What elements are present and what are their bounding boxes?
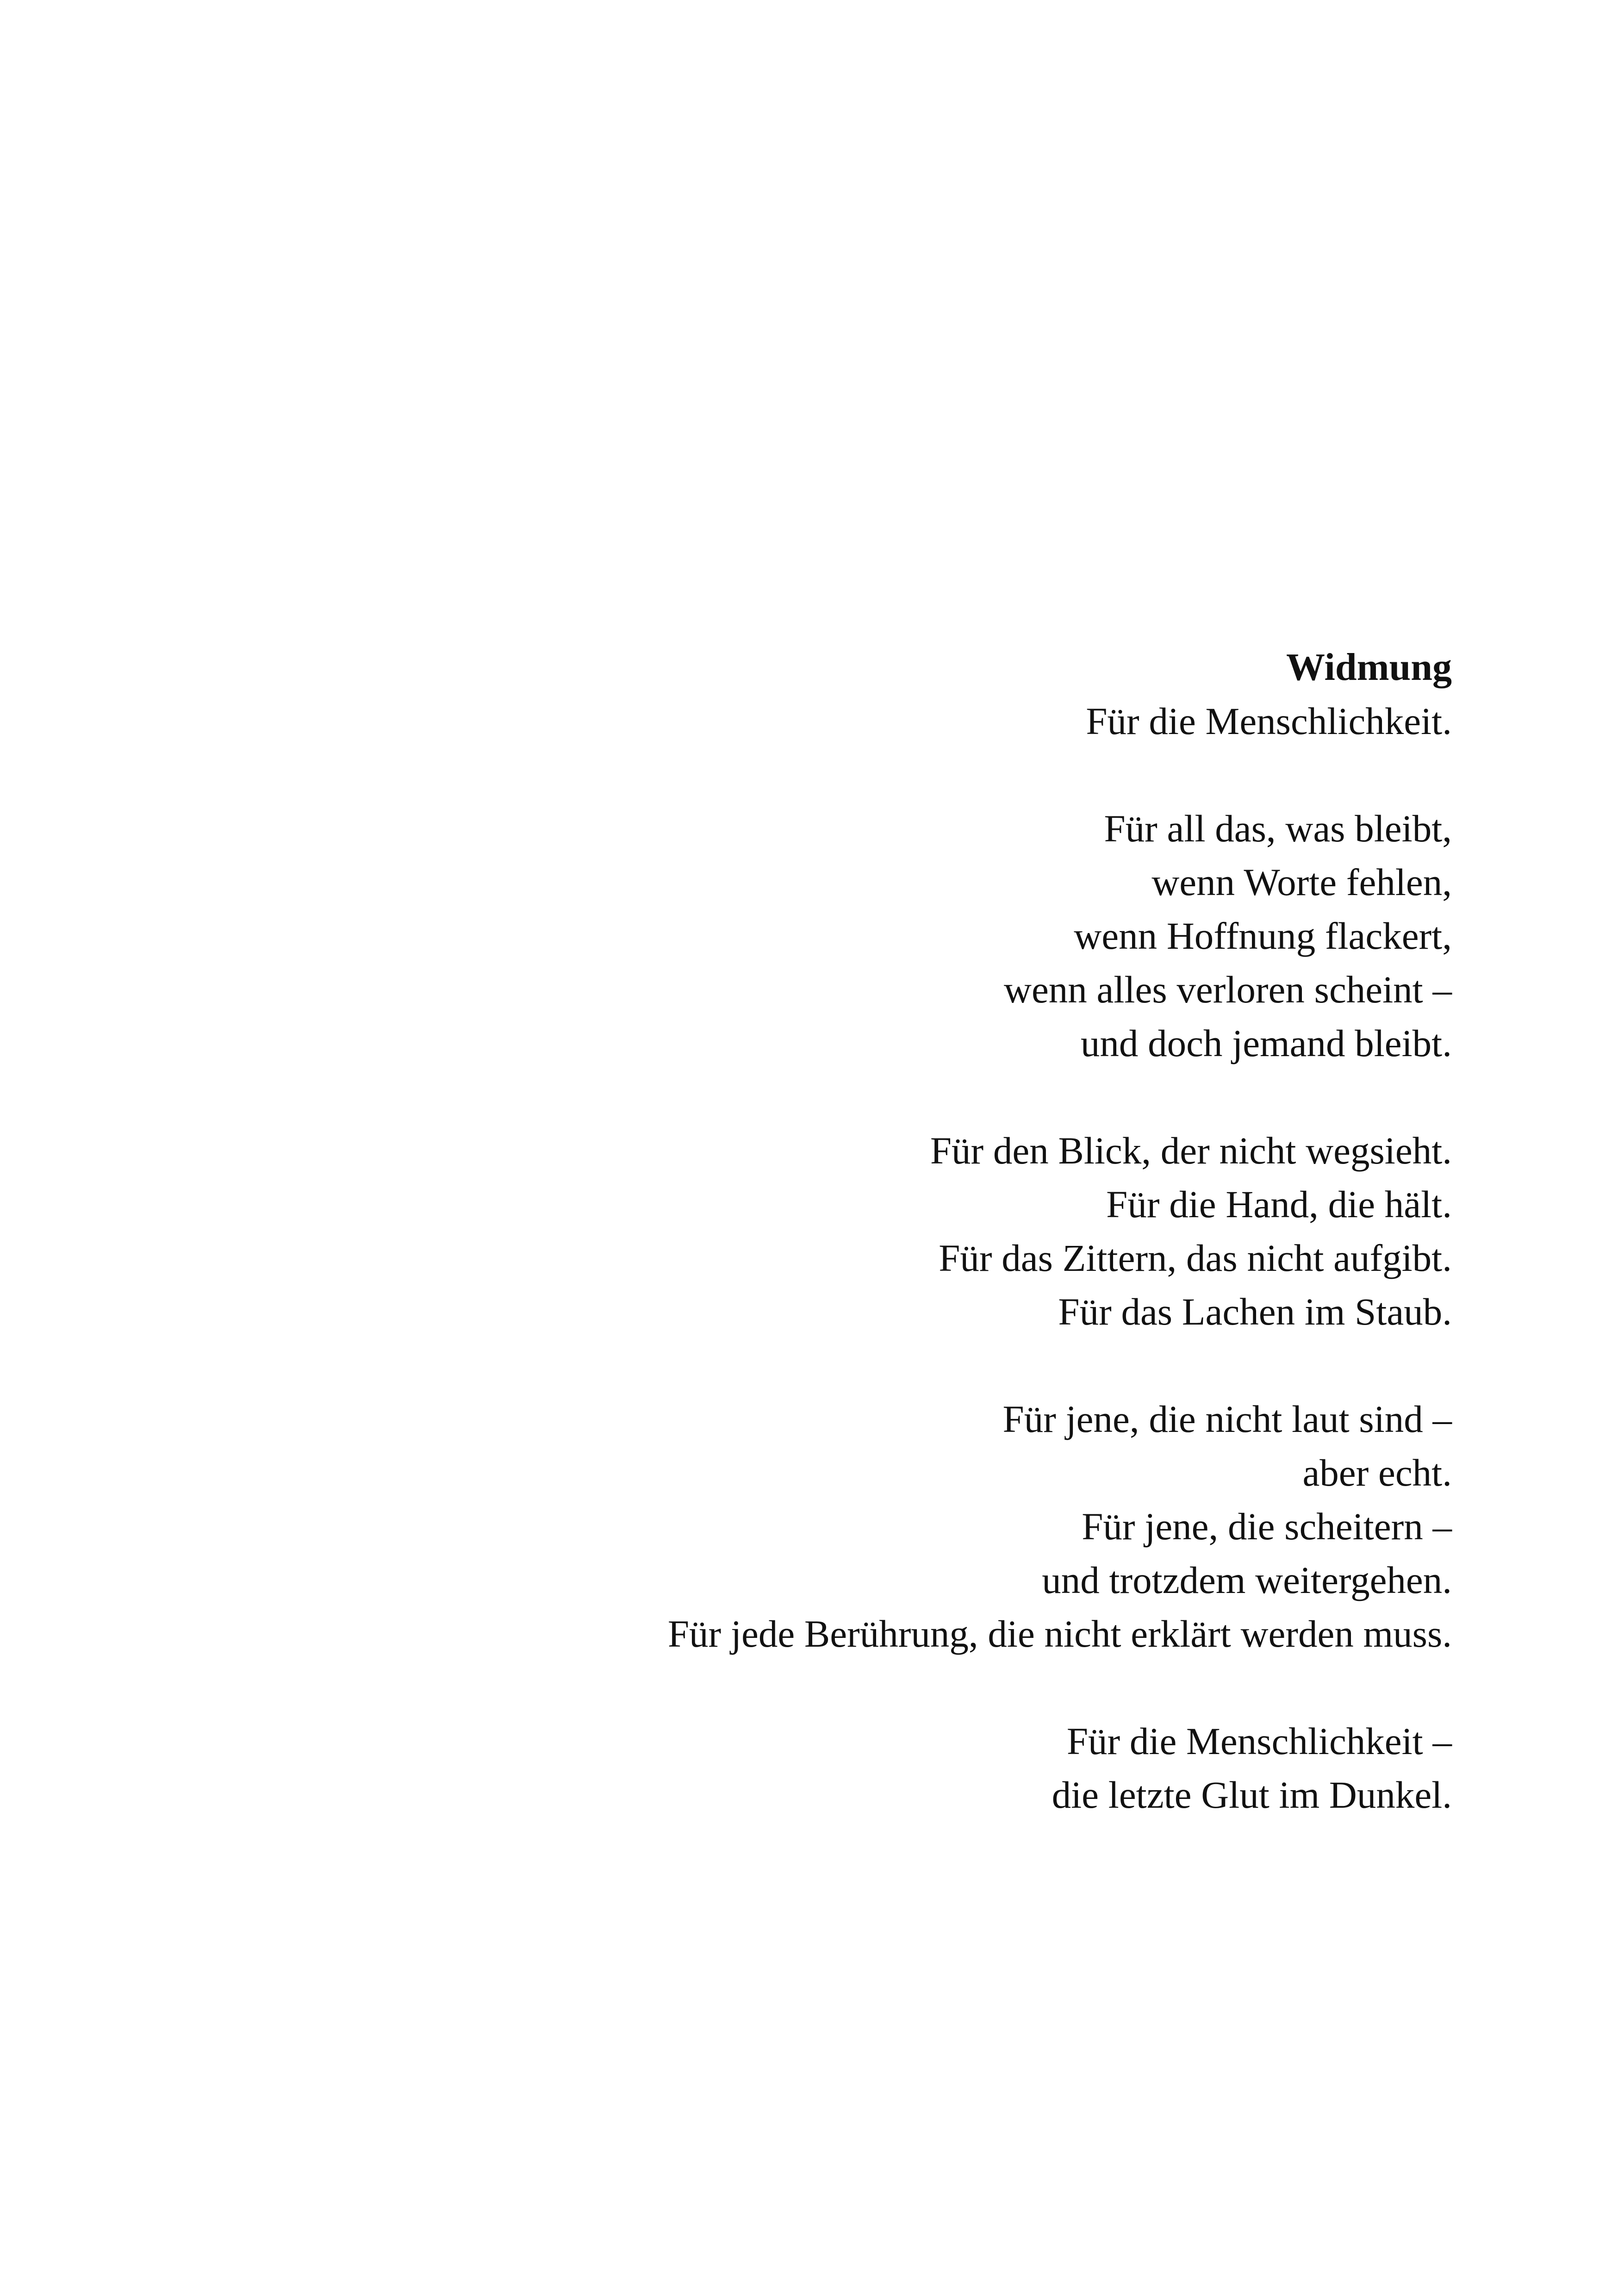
stanza-line: Für das Lachen im Staub. [1058, 1290, 1452, 1333]
dedication-title: Widmung [1286, 646, 1452, 689]
stanza-1 [341, 802, 1452, 1070]
stanza-line: Für das Zittern, das nicht aufgibt. [939, 1237, 1452, 1279]
stanza-line: wenn alles verloren scheint – [1004, 968, 1452, 1011]
stanza-line: Für jede Berührung, die nicht erklärt werden muss. [667, 1612, 1452, 1655]
dedication-intro [341, 694, 1452, 748]
stanza-line: Für jene, die scheitern – [1082, 1505, 1452, 1548]
stanza-line: und doch jemand bleibt. [1080, 1022, 1452, 1064]
stanza-line: Für den Blick, der nicht wegsieht. [930, 1129, 1452, 1172]
stanza-line: aber echt. [1302, 1451, 1452, 1494]
stanza-line: und trotzdem weitergehen. [1042, 1559, 1452, 1601]
stanza-line: Für jene, die nicht laut sind – [1002, 1398, 1452, 1440]
stanza-line: wenn Worte fehlen, [1151, 861, 1452, 903]
stanza-3 [341, 1392, 1452, 1661]
stanza-line: Für die Menschlichkeit – [1066, 1720, 1452, 1762]
stanza-2 [341, 1124, 1452, 1338]
intro-line: Für die Menschlichkeit. [1086, 700, 1452, 742]
stanza-line: die letzte Glut im Dunkel. [1052, 1773, 1452, 1816]
dedication-block [341, 641, 1452, 1822]
stanza-4 [341, 1714, 1452, 1822]
stanza-line: Für die Hand, die hält. [1106, 1183, 1452, 1226]
stanza-line: wenn Hoffnung flackert, [1074, 915, 1452, 957]
stanza-line: Für all das, was bleibt, [1104, 807, 1452, 850]
